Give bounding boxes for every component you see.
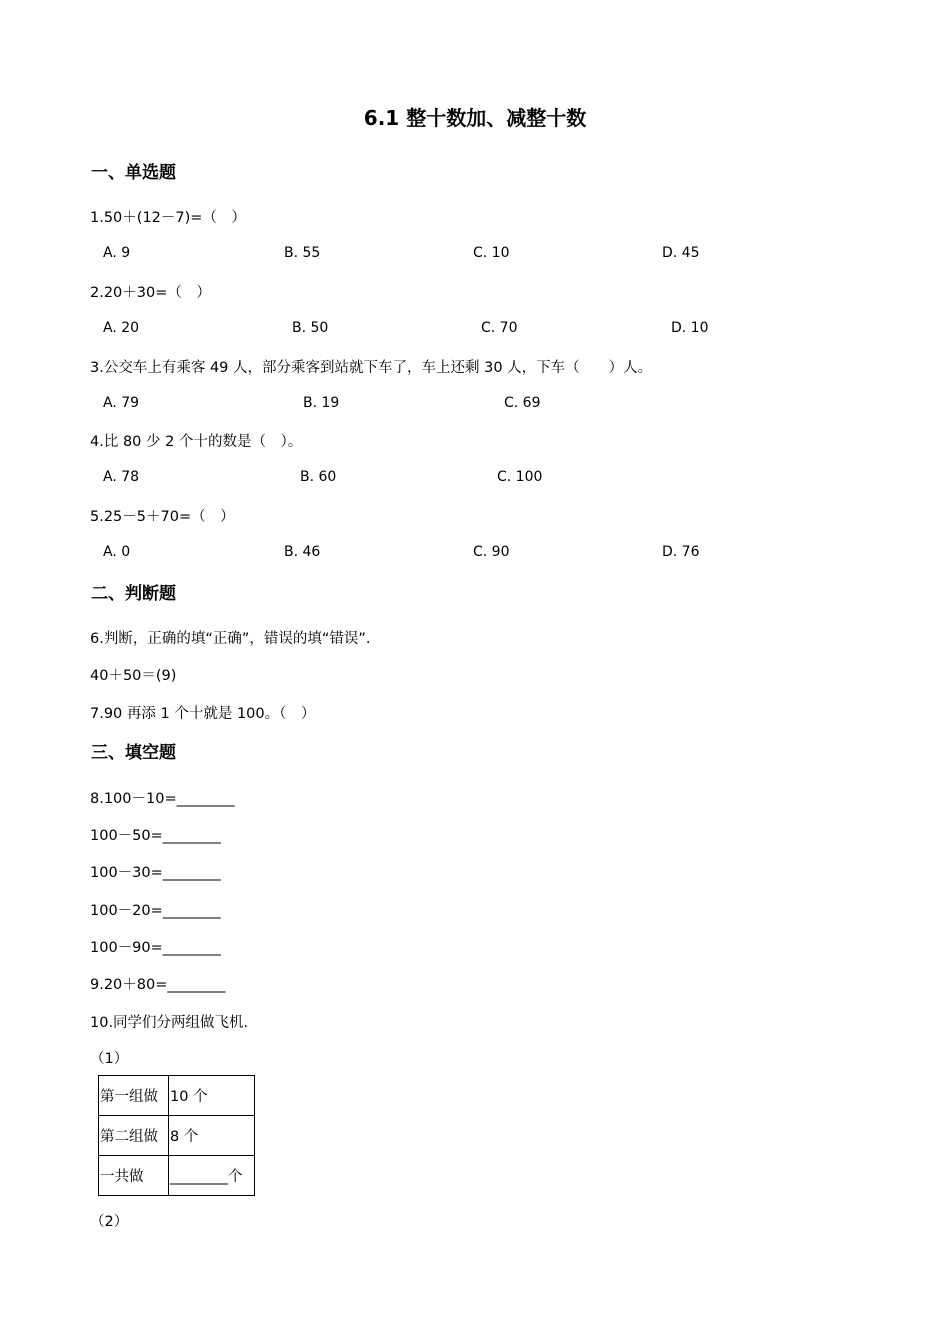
question-3-option-b: B. 19 bbox=[303, 395, 340, 411]
table-cell-value: 8 个 bbox=[169, 1116, 255, 1156]
question-7-stem: 7.90 再添 1 个十就是 100。（ ） bbox=[90, 706, 316, 722]
table-cell-value: 10 个 bbox=[169, 1076, 255, 1116]
question-2-option-a: A. 20 bbox=[103, 320, 140, 336]
question-5-option-c: C. 90 bbox=[473, 544, 510, 560]
question-1-stem: 1.50＋(12－7)=（ ） bbox=[90, 210, 246, 226]
question-1-option-d: D. 45 bbox=[662, 245, 700, 261]
question-6-statement: 40＋50＝(9) bbox=[90, 668, 177, 684]
question-5-stem: 5.25－5＋70=（ ） bbox=[90, 509, 235, 525]
section-heading-fill-blank: 三、填空题 bbox=[91, 743, 176, 763]
question-1-option-b: B. 55 bbox=[284, 245, 321, 261]
question-2-option-b: B. 50 bbox=[292, 320, 329, 336]
question-5-option-b: B. 46 bbox=[284, 544, 321, 560]
page-title: 6.1 整十数加、减整十数 bbox=[363, 106, 587, 130]
question-4-stem: 4.比 80 少 2 个十的数是（ ）。 bbox=[90, 434, 303, 450]
question-3-option-c: C. 69 bbox=[504, 395, 541, 411]
question-8-line-5: 100－90=________ bbox=[90, 940, 221, 956]
question-9-stem: 9.20＋80=________ bbox=[90, 977, 226, 993]
section-heading-true-false: 二、判断题 bbox=[91, 584, 176, 604]
question-2-stem: 2.20＋30=（ ） bbox=[90, 285, 211, 301]
table-cell-label: 一共做 bbox=[99, 1156, 169, 1196]
question-4-option-c: C. 100 bbox=[497, 469, 543, 485]
question-10-part-2: （2） bbox=[90, 1214, 129, 1230]
question-2-option-d: D. 10 bbox=[671, 320, 709, 336]
question-3-stem: 3.公交车上有乘客 49 人，部分乘客到站就下车了，车上还剩 30 人，下车（ ）人。 bbox=[90, 360, 653, 376]
question-5-option-d: D. 76 bbox=[662, 544, 700, 560]
question-8-line-4: 100－20=________ bbox=[90, 903, 221, 919]
section-heading-single-choice: 一、单选题 bbox=[91, 163, 176, 183]
question-5-option-a: A. 0 bbox=[103, 544, 131, 560]
airplane-count-table bbox=[98, 1075, 255, 1196]
question-6-stem: 6.判断，正确的填“正确”，错误的填“错误”. bbox=[90, 631, 371, 647]
question-8-line-1: 8.100－10=________ bbox=[90, 791, 235, 807]
question-10-part-1: （1） bbox=[90, 1051, 129, 1067]
question-1-option-a: A. 9 bbox=[103, 245, 131, 261]
table-cell-label: 第二组做 bbox=[99, 1116, 169, 1156]
table-row bbox=[99, 1156, 255, 1196]
question-4-option-b: B. 60 bbox=[300, 469, 337, 485]
question-8-line-2: 100－50=________ bbox=[90, 828, 221, 844]
question-1-option-c: C. 10 bbox=[473, 245, 510, 261]
question-10-stem: 10.同学们分两组做飞机. bbox=[90, 1015, 249, 1031]
question-4-option-a: A. 78 bbox=[103, 469, 140, 485]
question-2-option-c: C. 70 bbox=[481, 320, 518, 336]
question-8-line-3: 100－30=________ bbox=[90, 865, 221, 881]
table-cell-label: 第一组做 bbox=[99, 1076, 169, 1116]
table-row bbox=[99, 1076, 255, 1116]
question-3-option-a: A. 79 bbox=[103, 395, 140, 411]
table-row bbox=[99, 1116, 255, 1156]
table-cell-answer-blank: ________个 bbox=[169, 1156, 255, 1196]
